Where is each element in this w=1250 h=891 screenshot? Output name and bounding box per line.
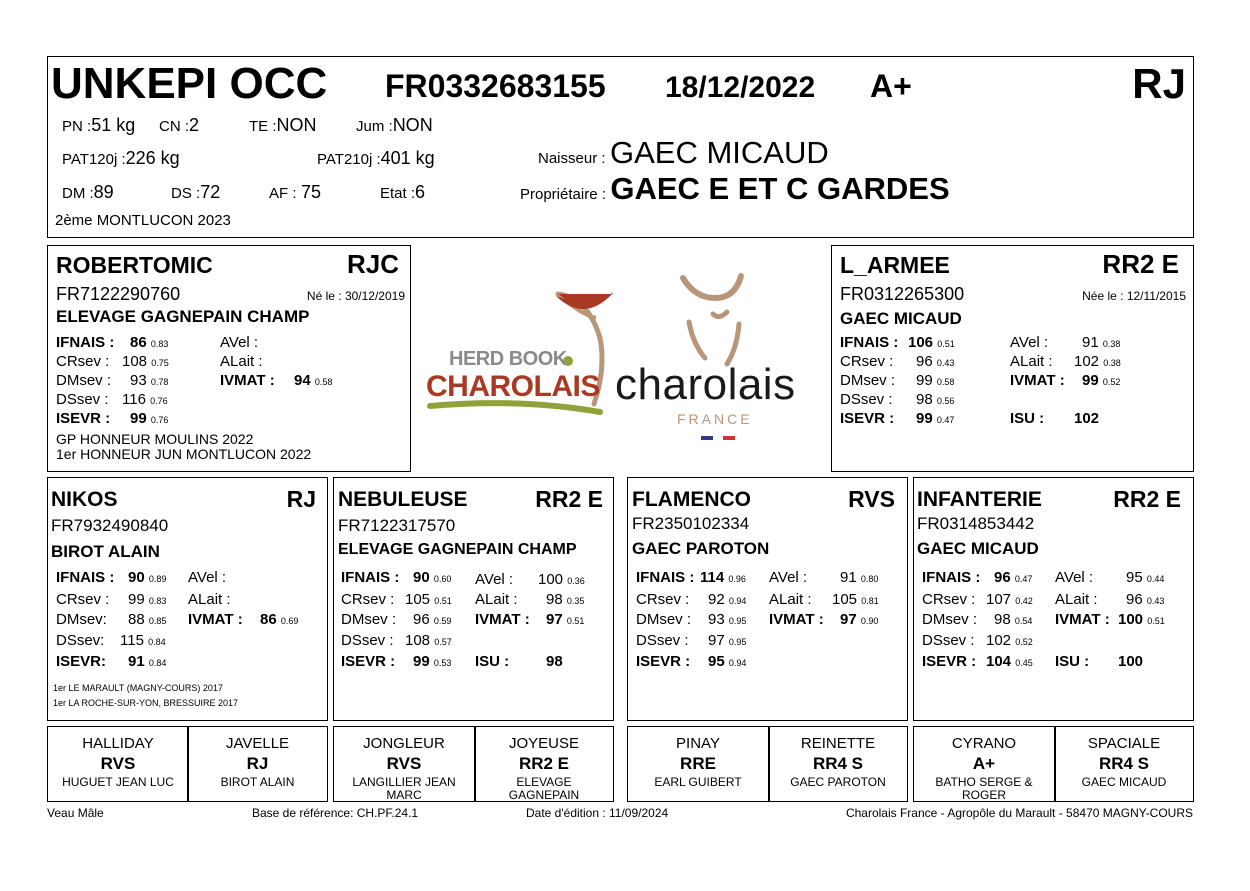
dam-isu-value: 102 (1074, 410, 1100, 427)
gp1-award-1: 1er LE MARAULT (MAGNY-COURS) 2017 (53, 683, 223, 693)
ggp-rating: RR4 S (1098, 754, 1150, 773)
gp-infanterie-box (913, 477, 1194, 721)
ggp-name: CYRANO (951, 735, 1017, 752)
ggp-group-2 (333, 726, 614, 802)
gp1-ifnais-label: IFNAIS : (56, 569, 115, 586)
dam-dmsev-label: DMsev : (840, 372, 896, 389)
gp4-dmsev-value: 98 0.54 (994, 611, 1033, 628)
gp1-ivmat-label: IVMAT : (188, 611, 243, 628)
gp3-dmsev-label: DMsev : (636, 611, 692, 628)
ggp-owner: EARL GUIBERT (654, 775, 742, 789)
footer-sex: Veau Mâle (47, 806, 104, 820)
sire-crsev-value: 108 0.75 (122, 353, 169, 370)
gp4-ifnais-value: 96 0.47 (994, 569, 1033, 586)
ggp-rating: RRE (680, 754, 716, 773)
gp1-dssev-label: DSsev: (56, 632, 105, 649)
gp3-ifnais-value: 114 0.96 (700, 569, 746, 586)
sire-dmsev-value: 93 0.78 (130, 372, 169, 389)
gp2-ivmat-label: IVMAT : (475, 611, 530, 628)
ggp-group-4 (913, 726, 1194, 802)
ggp-owner: HUGUET JEAN LUC (62, 775, 174, 789)
gp1-dmsev-value: 88 0.85 (128, 611, 167, 628)
gp3-alait-label: ALait : (769, 591, 812, 608)
gp2-dssev-value: 108 0.57 (405, 632, 452, 649)
ggp-owner: BIROT ALAIN (220, 775, 295, 789)
gp4-rating: RR2 E (1113, 486, 1181, 512)
animal-birth-date: 18/12/2022 (665, 71, 816, 104)
ggp-rating: RVS (100, 754, 136, 773)
sire-name: ROBERTOMIC (56, 252, 213, 278)
proprietaire-field: Propriétaire : GAEC E ET C GARDES (520, 171, 950, 206)
gp2-crsev-value: 105 0.51 (405, 591, 452, 608)
gp4-id: FR0314853442 (917, 514, 1035, 533)
gp1-dmsev-label: DMsev: (56, 611, 107, 628)
gp1-crsev-label: CRsev : (56, 591, 110, 608)
gp3-isevr-label: ISEVR : (636, 653, 691, 670)
ds-field: DS :72 (171, 182, 221, 202)
gp3-alait-value: 105 0.81 (832, 591, 879, 608)
dam-dssev-value: 98 0.56 (916, 391, 955, 408)
ggp-name: JONGLEUR (363, 735, 445, 752)
pat120-field: PAT120j :226 kg (62, 148, 180, 168)
sire-crsev-label: CRsev : (56, 353, 110, 370)
ggp-rating: RR4 S (812, 754, 864, 773)
gp2-id: FR7122317570 (338, 516, 456, 535)
gp1-ivmat-value: 86 0.69 (260, 611, 299, 628)
sire-ivmat-label: IVMAT : (220, 372, 275, 389)
gp4-crsev-value: 107 0.42 (986, 591, 1033, 608)
ggp-cell (334, 727, 474, 801)
herd-book-text: HERD BOOK (449, 348, 567, 370)
sire-dssev-value: 116 0.76 (122, 391, 168, 408)
gp4-dssev-label: DSsev : (922, 632, 975, 649)
animal-name: UNKEPI OCC (51, 59, 328, 108)
gp2-alait-label: ALait : (475, 591, 518, 608)
dam-crsev-label: CRsev : (840, 353, 894, 370)
gp4-alait-label: ALait : (1055, 591, 1098, 608)
dam-crsev-value: 96 0.43 (916, 353, 955, 370)
sire-breeder: ELEVAGE GAGNEPAIN CHAMP (56, 307, 310, 326)
gp2-isu-label: ISU : (475, 653, 510, 670)
gp3-dssev-value: 97 0.95 (708, 632, 747, 649)
gp2-ifnais-value: 90 0.60 (413, 569, 452, 586)
gp3-dmsev-value: 93 0.95 (708, 611, 747, 628)
gp3-crsev-label: CRsev : (636, 591, 690, 608)
sire-isevr-value: 99 0.76 (130, 410, 169, 427)
gp3-name: FLAMENCO (632, 488, 751, 511)
af-field: AF : 75 (269, 182, 321, 202)
charolais-red-text: CHAROLAIS (426, 370, 600, 403)
gp2-dmsev-label: DMsev : (341, 611, 397, 628)
gp2-isu-value: 98 (546, 653, 563, 670)
dam-isevr-label: ISEVR : (840, 410, 895, 427)
gp2-alait-value: 98 0.35 (546, 591, 585, 608)
gp4-dmsev-label: DMsev : (922, 611, 978, 628)
dam-ifnais-value: 106 0.51 (908, 334, 955, 351)
gp3-rating: RVS (848, 486, 895, 512)
gp4-isevr-label: ISEVR : (922, 653, 977, 670)
dam-alait-label: ALait : (1010, 353, 1053, 370)
dam-birth: Née le : 12/11/2015 (1082, 289, 1186, 303)
gp2-dssev-label: DSsev : (341, 632, 394, 649)
gp1-avel-label: AVel : (188, 569, 227, 586)
dam-id: FR0312265300 (840, 284, 965, 304)
gp2-crsev-label: CRsev : (341, 591, 395, 608)
gp4-dssev-value: 102 0.52 (986, 632, 1033, 649)
dam-rating: RR2 E (1102, 249, 1179, 279)
gp-nikos-box (47, 477, 328, 721)
pat210-field: PAT210j :401 kg (317, 148, 435, 168)
ggp-owner: ELEVAGE GAGNEPAIN (508, 775, 580, 802)
gp2-avel-label: AVel : (475, 571, 514, 588)
ggp-cell (1055, 727, 1193, 801)
ggp-owner: BATHO SERGE & ROGER (935, 775, 1033, 802)
gp3-crsev-value: 92 0.94 (708, 591, 747, 608)
ggp-rating: RR2 E (518, 754, 570, 773)
animal-grade: A+ (870, 68, 912, 104)
animal-award: 2ème MONTLUCON 2023 (55, 212, 231, 229)
naisseur-field: Naisseur : GAEC MICAUD (538, 135, 829, 170)
gp4-ifnais-label: IFNAIS : (922, 569, 981, 586)
sire-ivmat-value: 94 0.58 (294, 372, 333, 389)
ggp-name: HALLIDAY (82, 735, 154, 752)
gp4-isu-label: ISU : (1055, 653, 1090, 670)
gp4-alait-value: 96 0.43 (1126, 591, 1165, 608)
footer-org: Charolais France - Agropôle du Marault - 58470 MAGNY-COURS (845, 806, 1193, 820)
sire-birth: Né le : 30/12/2019 (306, 289, 405, 303)
gp1-breeder: BIROT ALAIN (51, 542, 160, 561)
te-field: TE :NON (249, 115, 317, 135)
footer-base: Base de référence: CH.PF.24.1 (252, 806, 419, 820)
gp2-rating: RR2 E (535, 486, 603, 512)
sire-award-1: GP HONNEUR MOULINS 2022 (56, 431, 254, 447)
gp3-ivmat-label: IVMAT : (769, 611, 824, 628)
ggp-owner: GAEC PAROTON (790, 775, 886, 789)
gp4-isu-value: 100 (1118, 653, 1144, 670)
dam-isevr-value: 99 0.47 (916, 410, 955, 427)
france-flag-blue (701, 436, 713, 440)
ggp-owner: GAEC MICAUD (1081, 775, 1167, 789)
ggp-name: JAVELLE (225, 735, 290, 752)
dm-field: DM :89 (62, 182, 114, 202)
gp-nebuleuse-box (333, 477, 614, 721)
gp3-ifnais-label: IFNAIS : (636, 569, 695, 586)
pn-field: PN :51 kg (62, 115, 136, 135)
animal-rating: RJ (1132, 60, 1186, 107)
charolais-main-text: charolais (615, 360, 796, 409)
ggp-cell (475, 727, 613, 801)
sire-id: FR7122290760 (56, 284, 181, 304)
dam-ivmat-label: IVMAT : (1010, 372, 1065, 389)
ggp-name: SPACIALE (1087, 735, 1161, 752)
gp2-isevr-label: ISEVR : (341, 653, 396, 670)
ggp-name: REINETTE (800, 735, 876, 752)
dam-ifnais-label: IFNAIS : (840, 334, 899, 351)
dam-alait-value: 102 0.38 (1074, 353, 1121, 370)
gp1-award-2: 1er LA ROCHE-SUR-YON, BRESSUIRE 2017 (53, 698, 239, 708)
ggp-cell (914, 727, 1054, 801)
dam-avel-label: AVel : (1010, 334, 1049, 351)
ggp-cell (48, 727, 188, 801)
sire-box (47, 245, 411, 472)
gp1-id: FR7932490840 (51, 516, 169, 535)
animal-id: FR0332683155 (385, 68, 606, 104)
jum-field: Jum :NON (356, 115, 433, 135)
gp-flamenco-box (627, 477, 908, 721)
gp2-isevr-value: 99 0.53 (413, 653, 452, 670)
sire-isevr-label: ISEVR : (56, 410, 111, 427)
gp4-name: INFANTERIE (917, 488, 1042, 511)
sire-avel-label: AVel : (220, 334, 259, 351)
ggp-owner: LANGILLIER JEAN MARC (352, 775, 456, 802)
sire-dmsev-label: DMsev : (56, 372, 112, 389)
ggp-rating: RJ (246, 754, 269, 773)
ggp-name: JOYEUSE (508, 735, 580, 752)
dam-avel-value: 91 0.38 (1082, 334, 1121, 351)
gp3-id: FR2350102334 (632, 514, 750, 533)
sire-ifnais-value: 86 0.83 (130, 334, 169, 351)
gp1-crsev-value: 99 0.83 (128, 591, 167, 608)
ggp-cell (188, 727, 327, 801)
gp1-alait-label: ALait : (188, 591, 231, 608)
ggp-rating: RVS (386, 754, 422, 773)
gp2-name: NEBULEUSE (338, 488, 468, 511)
gp1-isevr-value: 91 0.84 (128, 653, 167, 670)
cn-field: CN :2 (159, 115, 200, 135)
etat-field: Etat :6 (380, 182, 426, 202)
gp3-dssev-label: DSsev : (636, 632, 689, 649)
gp2-ifnais-label: IFNAIS : (341, 569, 400, 586)
charolais-france-logo (615, 270, 825, 445)
sire-dssev-label: DSsev : (56, 391, 109, 408)
gp4-ivmat-label: IVMAT : (1055, 611, 1110, 628)
gp4-isevr-value: 104 0.45 (986, 653, 1033, 670)
gp2-breeder: ELEVAGE GAGNEPAIN CHAMP (338, 541, 577, 558)
herd-book-logo (420, 278, 620, 428)
gp1-name: NIKOS (51, 488, 118, 511)
gp4-avel-label: AVel : (1055, 569, 1094, 586)
ggp-group-1 (47, 726, 328, 802)
gp4-breeder: GAEC MICAUD (917, 539, 1039, 558)
sire-alait-label: ALait : (220, 353, 263, 370)
gp1-dssev-value: 115 0.84 (120, 632, 166, 649)
gp4-crsev-label: CRsev : (922, 591, 976, 608)
sire-rating: RJC (346, 249, 399, 279)
gp3-avel-label: AVel : (769, 569, 808, 586)
gp2-ivmat-value: 97 0.51 (546, 611, 585, 628)
gp1-rating: RJ (286, 486, 316, 512)
france-flag-red (723, 436, 735, 440)
gp3-avel-value: 91 0.80 (840, 569, 879, 586)
gp4-ivmat-value: 100 0.51 (1118, 611, 1165, 628)
sire-ifnais-label: IFNAIS : (56, 334, 115, 351)
gp3-isevr-value: 95 0.94 (708, 653, 747, 670)
gp4-avel-value: 95 0.44 (1126, 569, 1165, 586)
ggp-cell (769, 727, 907, 801)
gp1-ifnais-value: 90 0.89 (128, 569, 167, 586)
gp1-isevr-label: ISEVR: (56, 653, 107, 670)
gp2-avel-value: 100 0.36 (538, 571, 585, 588)
charolais-horns-icon (615, 270, 825, 370)
ggp-name: PINAY (676, 735, 720, 752)
dam-isu-label: ISU : (1010, 410, 1045, 427)
ggp-rating: A+ (972, 754, 996, 773)
sire-award-2: 1er HONNEUR JUN MONTLUCON 2022 (56, 446, 312, 462)
gp3-ivmat-value: 97 0.90 (840, 611, 879, 628)
dam-box (831, 245, 1194, 472)
france-text: FRANCE (677, 411, 753, 427)
dam-name: L_ARMEE (840, 252, 950, 278)
dam-dssev-label: DSsev : (840, 391, 893, 408)
dam-dmsev-value: 99 0.58 (916, 372, 955, 389)
ggp-group-3 (627, 726, 908, 802)
dam-breeder: GAEC MICAUD (840, 309, 962, 328)
gp2-dmsev-value: 96 0.59 (413, 611, 452, 628)
gp3-breeder: GAEC PAROTON (632, 539, 770, 558)
footer-edition: Date d'édition : 11/09/2024 (526, 806, 669, 820)
animal-header-box (47, 56, 1194, 238)
dam-ivmat-value: 99 0.52 (1082, 372, 1121, 389)
ggp-cell (628, 727, 768, 801)
